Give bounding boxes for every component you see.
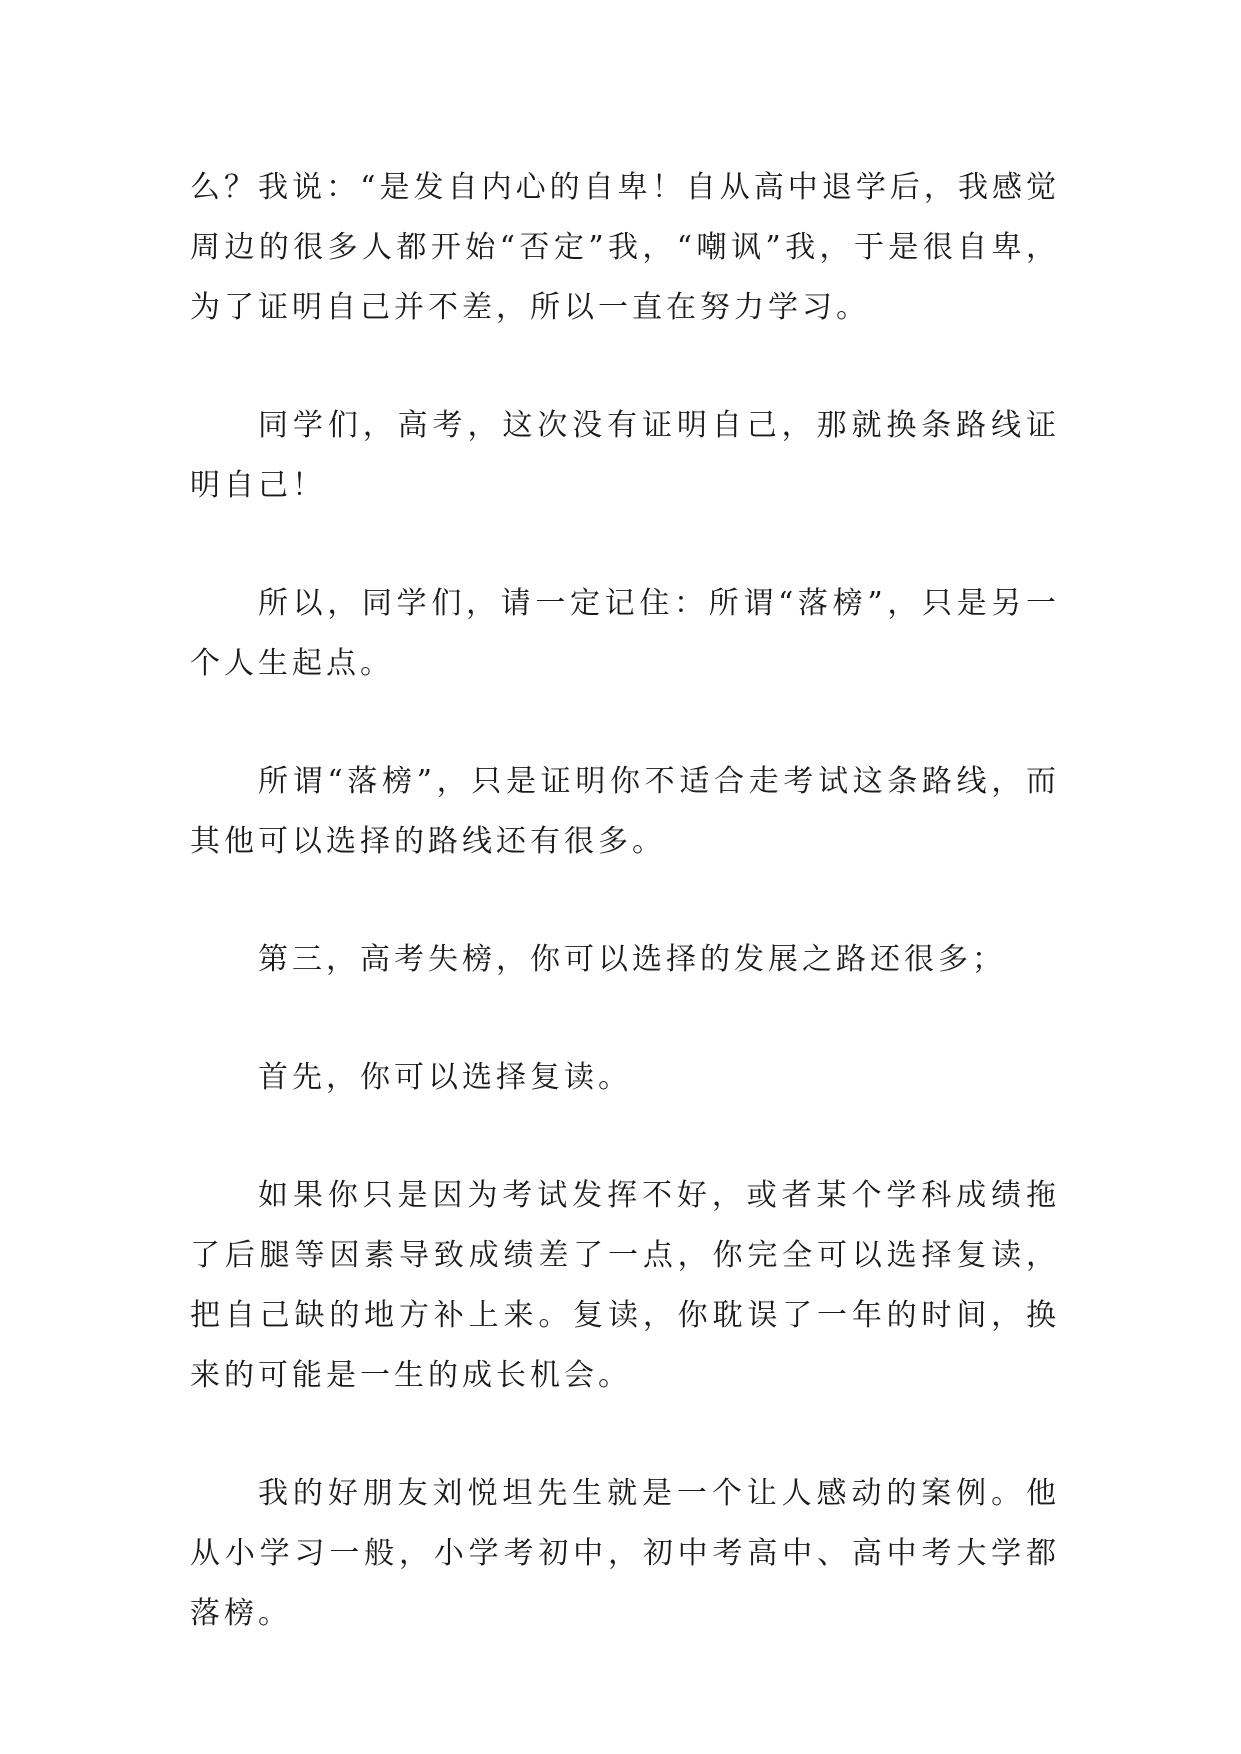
document-body xyxy=(190,158,1060,1644)
paragraph-2: 同学们，高考，这次没有证明自己，那就换条路线证明自己！ xyxy=(190,408,1060,503)
paragraph-3: 所以，同学们，请一定记住：所谓“落榜”，只是另一个人生起点。 xyxy=(190,586,1060,681)
paragraph-7: 如果你只是因为考试发挥不好，或者某个学科成绩拖了后腿等因素导致成绩差了一点，你完全可以选择复读，把自己缺的地方补上来。复读，你耽误了一年的时间，换来的可能是一生的成长机会。 xyxy=(190,1178,1060,1393)
paragraph-8: 我的好朋友刘悦坦先生就是一个让人感动的案例。他从小学习一般，小学考初中，初中考高中、高中考大学都落榜。 xyxy=(190,1476,1060,1631)
paragraph-5: 第三，高考失榜，你可以选择的发展之路还很多； xyxy=(258,942,1006,977)
paragraph-4: 所谓“落榜”，只是证明你不适合走考试这条路线，而其他可以选择的路线还有很多。 xyxy=(190,764,1060,859)
paragraph-6: 首先，你可以选择复读。 xyxy=(258,1060,632,1095)
paragraph-1: 么？我说：“是发自内心的自卑！自从高中退学后，我感觉周边的很多人都开始“否定”我，“嘲讽”我，于是很自卑，为了证明自己并不差，所以一直在努力学习。 xyxy=(190,170,1060,325)
